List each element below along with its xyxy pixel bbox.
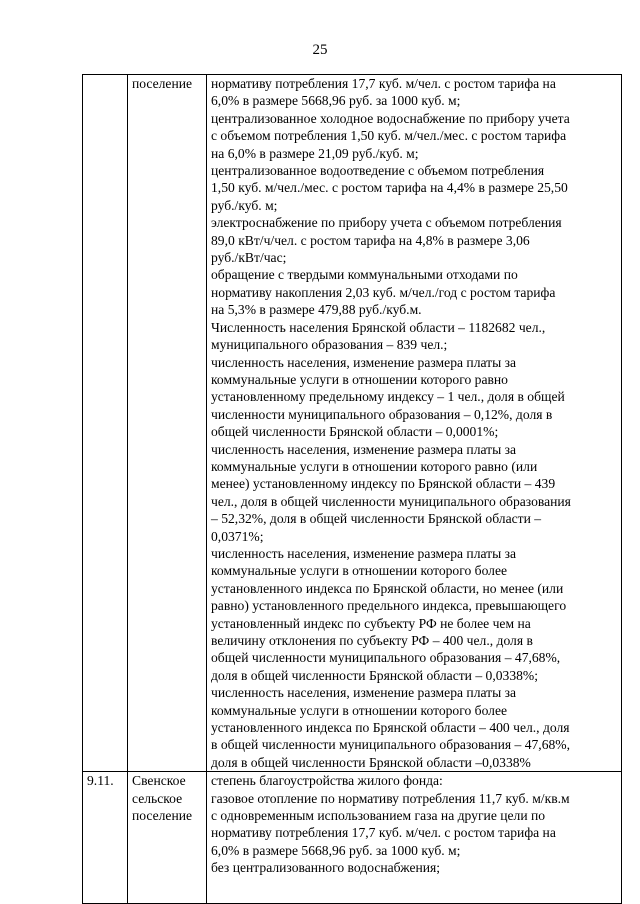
- text-line: общей численности муниципального образования – 47,68%,: [211, 650, 561, 666]
- text-line: муниципального образования – 839 чел.;: [211, 337, 448, 353]
- text-line: в общей численности муниципального образования – 47,68%,: [211, 737, 571, 753]
- text-line: установленного индекса по Брянской области – 400 чел., доля: [211, 720, 570, 736]
- text-line: численность населения, изменение размера платы за: [211, 545, 517, 561]
- text-line: доля в общей численности Брянской области – 0,0338%;: [211, 667, 539, 683]
- text-line: нормативу потребления 17,7 куб. м/чел. с ростом тарифа на: [211, 825, 556, 841]
- text-line: – 52,32%, доля в общей численности Брянской области –: [211, 511, 542, 527]
- text-line: сельское: [132, 790, 183, 806]
- text-line: численность населения, изменение размера платы за: [211, 354, 517, 370]
- text-line: нормативу потребления 17,7 куб. м/чел. с ростом тарифа на: [211, 76, 556, 91]
- text-line: без централизованного водоснабжения;: [211, 860, 441, 876]
- text-line: коммунальные услуги в отношении которого равно: [211, 371, 508, 387]
- text-line: общей численности Брянской области – 0,0001%;: [211, 424, 499, 440]
- text-line: 89,0 кВт/ч/чел. с ростом тарифа на 4,8% в размере 3,06: [211, 232, 530, 248]
- text-line: руб./куб. м;: [211, 197, 278, 213]
- text-line: с объемом потребления 1,50 куб. м/чел./мес. с ростом тарифа: [211, 128, 567, 144]
- text-line: установленному предельному индексу – 1 чел., доля в общей: [211, 389, 565, 405]
- description-cell: [207, 75, 622, 772]
- text-line: коммунальные услуги в отношении которого более: [211, 702, 508, 718]
- text-line: поселение: [132, 76, 193, 91]
- text-line: численность населения, изменение размера платы за: [211, 685, 517, 701]
- row-number-cell: 9.11.: [83, 772, 128, 904]
- text-line: на 5,3% в размере 479,88 руб./куб.м.: [211, 302, 422, 318]
- table-row: [83, 75, 622, 772]
- text-line: Свенское: [132, 773, 186, 789]
- text-line: с одновременным использованием газа на другие цели по: [211, 808, 546, 824]
- table-row: [83, 772, 622, 904]
- text-line: централизованное водоотведение с объемом потребления: [211, 163, 545, 179]
- text-line: доля в общей численности Брянской области –0,0338%: [211, 754, 531, 770]
- row-number-cell: [83, 75, 128, 772]
- text-line: 6,0% в размере 5668,96 руб. за 1000 куб. м;: [211, 842, 461, 858]
- municipality-table: [82, 74, 622, 904]
- text-line: коммунальные услуги в отношении которого более: [211, 563, 508, 579]
- text-line: величину отклонения по субъекту РФ – 400 чел., доля в: [211, 633, 533, 648]
- text-line: установленный индекс по субъекту РФ не более чем на: [211, 615, 531, 631]
- text-line: руб./кВт/час;: [211, 250, 287, 266]
- municipality-name-cell: [128, 772, 207, 904]
- text-line: обращение с твердыми коммунальными отходами по: [211, 267, 518, 283]
- text-line: коммунальные услуги в отношении которого равно (или: [211, 458, 538, 474]
- text-line: степень благоустройства жилого фонда:: [211, 773, 443, 789]
- text-line: 0,0371%;: [211, 528, 264, 544]
- text-line: централизованное холодное водоснабжение по прибору учета: [211, 110, 570, 126]
- text-line: численность населения, изменение размера платы за: [211, 441, 517, 457]
- description-cell: [207, 772, 622, 904]
- text-line: менее) установленному индексу по Брянской области – 439: [211, 476, 556, 492]
- text-line: чел., доля в общей численности муниципального образования: [211, 493, 571, 509]
- text-line: на 6,0% в размере 21,09 руб./куб. м;: [211, 145, 419, 161]
- text-line: численности муниципального образования – 0,12%, доля в: [211, 406, 553, 422]
- municipality-name-cell: [128, 75, 207, 772]
- text-line: поселение: [132, 808, 193, 824]
- text-line: 6,0% в размере 5668,96 руб. за 1000 куб. м;: [211, 93, 461, 109]
- text-line: равно) установленного предельного индекса, превышающего: [211, 598, 567, 614]
- text-line: 1,50 куб. м/чел./мес. с ростом тарифа на 4,4% в размере 25,50: [211, 180, 568, 196]
- text-line: нормативу накопления 2,03 куб. м/чел./год с ростом тарифа: [211, 284, 556, 300]
- text-line: установленного индекса по Брянской области, но менее (или: [211, 580, 564, 596]
- page-number: 25: [312, 42, 328, 58]
- text-line: газовое отопление по нормативу потребления 11,7 куб. м/кв.м: [211, 790, 570, 806]
- text-line: Численность населения Брянской области – 1182682 чел.,: [211, 319, 546, 335]
- text-line: электроснабжение по прибору учета с объемом потребления: [211, 215, 562, 231]
